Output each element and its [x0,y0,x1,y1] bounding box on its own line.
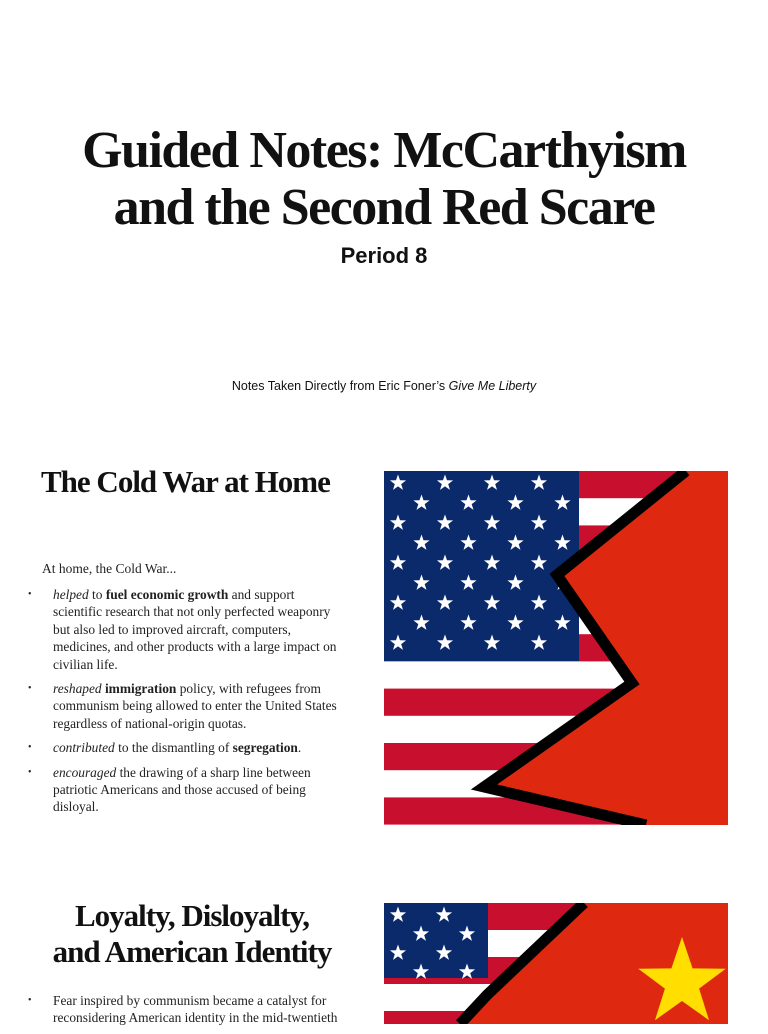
bullet-list-cold-war [28,586,346,823]
bullet-list-loyalty [28,992,346,1034]
bullet-rest: policy, with refugees from communism being allowed to enter the United States regardless of national-origin quotas. [53,681,337,731]
section-heading-cold-war-at-home: The Cold War at Home [41,464,330,499]
bullet-key: fuel economic growth [105,587,229,602]
bullet-item [28,586,346,673]
bullet-key: segregation [232,740,298,756]
title-slide [0,0,768,430]
bullet-item [28,739,346,756]
bullet-mid: to [88,587,106,602]
us-china-flag-image-2 [384,903,728,1024]
bullet-text: Fear inspired by communism became a catalyst for reconsidering American identity in the mid-twentieth [53,993,338,1026]
us-china-flag-graphic-2 [384,903,728,1024]
bullet-lead: encouraged [53,764,117,780]
bullet-rest: and support scientific research that not only perfected weaponry but also led to improved aircraft, computers, medicines, and other products with a large impact on civilian life. [53,587,337,672]
section-heading-loyalty [41,898,343,970]
bullet-dot-icon: • [28,995,32,1006]
bullet-lead: contributed [53,740,115,756]
main-title [0,122,768,236]
main-title-line2: and the Second Red Scare [113,179,655,236]
bullet-lead: helped [53,587,89,602]
us-china-flag-graphic [384,471,728,825]
section-heading-loyalty-line1: Loyalty, Disloyalty, [74,898,310,933]
bullet-item [28,992,346,1027]
bullet-item [28,680,346,732]
bullet-key: immigration [104,681,177,697]
us-china-flag-image [384,471,728,825]
bullet-dot-icon: • [28,589,32,600]
bullet-dot-icon: • [28,683,32,695]
main-title-line1: Guided Notes: McCarthyism [82,122,686,179]
source-note-book: Give Me Liberty [448,379,537,393]
bullet-mid: to the dismantling of [114,740,233,756]
bullet-dot-icon: • [28,742,32,754]
section-heading-loyalty-line2: and American Identity [52,934,332,969]
bullet-dot-icon: • [28,766,32,778]
bullet-rest: the drawing of a sharp line between patriotic Americans and those accused of being disloyal. [53,764,311,815]
bullet-item [28,764,346,816]
bullet-lead: reshaped [53,681,102,697]
section-intro: At home, the Cold War... [42,561,177,576]
us-flag-canton [384,471,579,661]
bullet-rest: . [297,740,302,756]
subtitle-period: Period 8 [340,243,428,268]
source-note-prefix: Notes Taken Directly from Eric Foner’s [231,379,449,393]
source-note [0,379,768,393]
